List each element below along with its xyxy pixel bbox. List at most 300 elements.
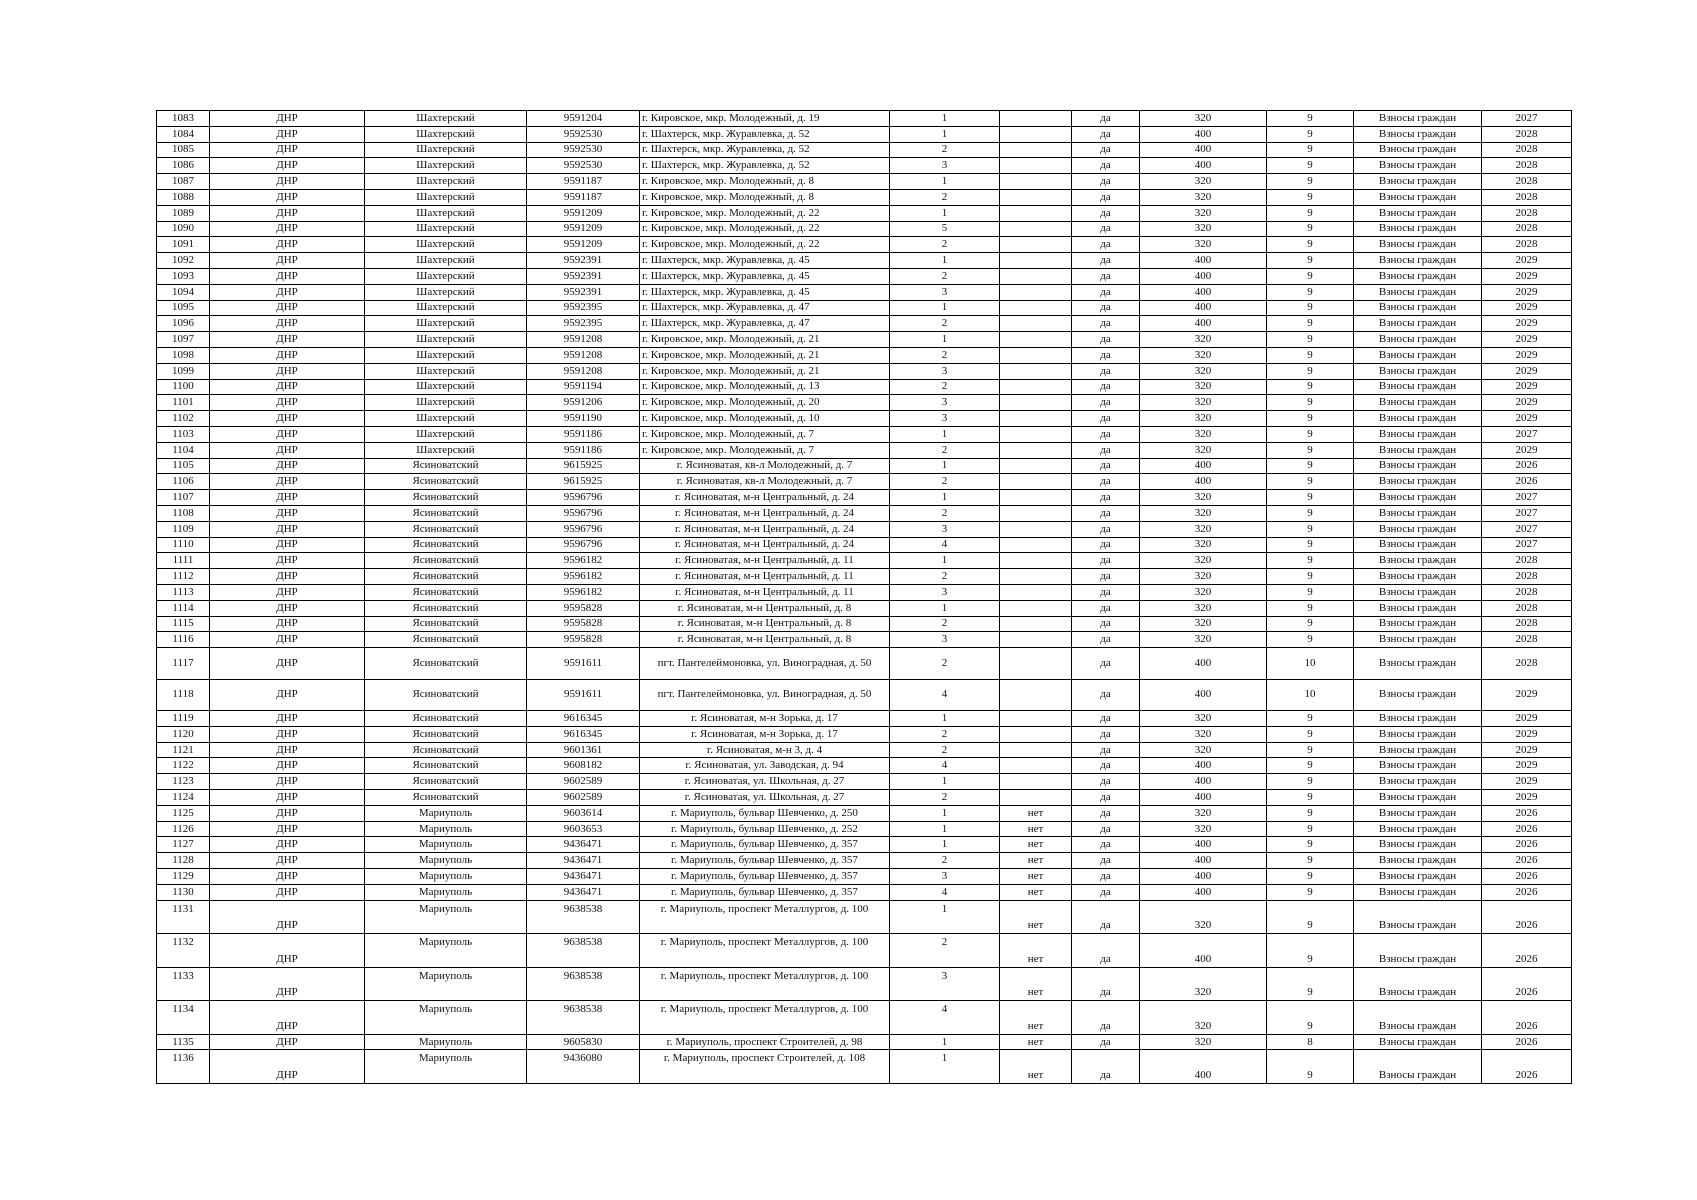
- status-cell: да: [1072, 774, 1140, 790]
- status-cell: да: [1072, 363, 1140, 379]
- address-cell: г. Кировское, мкр. Молодежный, д. 19: [640, 111, 890, 127]
- table-row: [157, 616, 1572, 632]
- building-code-cell: 9603653: [527, 821, 640, 837]
- address-cell: г. Кировское, мкр. Молодежный, д. 22: [640, 221, 890, 237]
- record-number: 1129: [157, 869, 210, 885]
- flag-cell: [1000, 284, 1072, 300]
- table-row: [157, 934, 1572, 968]
- building-code-cell: 9436080: [527, 1050, 640, 1084]
- floors-cell: 9: [1267, 347, 1354, 363]
- table-row: [157, 821, 1572, 837]
- building-code-cell: 9638538: [527, 934, 640, 968]
- region-cell: ДНР: [210, 774, 365, 790]
- year-cell: 2026: [1482, 869, 1572, 885]
- year-cell: 2026: [1482, 1050, 1572, 1084]
- record-number: 1123: [157, 774, 210, 790]
- district-cell: Шахтерский: [365, 363, 527, 379]
- district-cell: Шахтерский: [365, 284, 527, 300]
- status-cell: да: [1072, 869, 1140, 885]
- year-cell: 2028: [1482, 584, 1572, 600]
- flag-cell: [1000, 347, 1072, 363]
- flag-cell: [1000, 600, 1072, 616]
- entrance-cell: 2: [890, 648, 1000, 680]
- table-row: [157, 569, 1572, 585]
- floors-cell: 9: [1267, 142, 1354, 158]
- building-code-cell: 9601361: [527, 742, 640, 758]
- floors-cell: 9: [1267, 600, 1354, 616]
- year-cell: 2028: [1482, 189, 1572, 205]
- record-number: 1089: [157, 205, 210, 221]
- amount-cell: 400: [1140, 758, 1267, 774]
- region-cell: ДНР: [210, 711, 365, 727]
- entrance-cell: 1: [890, 711, 1000, 727]
- status-cell: да: [1072, 284, 1140, 300]
- amount-cell: 400: [1140, 790, 1267, 806]
- entrance-cell: 2: [890, 142, 1000, 158]
- floors-cell: 9: [1267, 158, 1354, 174]
- address-cell: г. Шахтерск, мкр. Журавлевка, д. 45: [640, 253, 890, 269]
- year-cell: 2026: [1482, 837, 1572, 853]
- entrance-cell: 2: [890, 316, 1000, 332]
- record-number: 1133: [157, 967, 210, 1001]
- address-cell: г. Мариуполь, проспект Строителей, д. 108: [640, 1050, 890, 1084]
- status-cell: да: [1072, 884, 1140, 900]
- region-cell: ДНР: [210, 521, 365, 537]
- year-cell: 2027: [1482, 537, 1572, 553]
- building-code-cell: 9436471: [527, 869, 640, 885]
- floors-cell: 9: [1267, 553, 1354, 569]
- funding-source-cell: Взносы граждан: [1354, 1001, 1482, 1035]
- entrance-cell: 4: [890, 537, 1000, 553]
- flag-cell: [1000, 742, 1072, 758]
- district-cell: Ясиноватский: [365, 726, 527, 742]
- entrance-cell: 1: [890, 1050, 1000, 1084]
- status-cell: да: [1072, 600, 1140, 616]
- table-row: [157, 474, 1572, 490]
- record-number: 1093: [157, 268, 210, 284]
- status-cell: да: [1072, 805, 1140, 821]
- floors-cell: 9: [1267, 584, 1354, 600]
- record-number: 1105: [157, 458, 210, 474]
- flag-cell: нет: [1000, 837, 1072, 853]
- table-row: [157, 458, 1572, 474]
- table-row: [157, 253, 1572, 269]
- amount-cell: 320: [1140, 584, 1267, 600]
- amount-cell: 320: [1140, 174, 1267, 190]
- record-number: 1098: [157, 347, 210, 363]
- record-number: 1119: [157, 711, 210, 727]
- status-cell: да: [1072, 189, 1140, 205]
- year-cell: 2029: [1482, 395, 1572, 411]
- amount-cell: 320: [1140, 967, 1267, 1001]
- district-cell: Мариуполь: [365, 869, 527, 885]
- record-number: 1084: [157, 126, 210, 142]
- address-cell: г. Кировское, мкр. Молодежный, д. 22: [640, 237, 890, 253]
- year-cell: 2029: [1482, 284, 1572, 300]
- record-number: 1107: [157, 490, 210, 506]
- flag-cell: [1000, 537, 1072, 553]
- entrance-cell: 1: [890, 821, 1000, 837]
- address-cell: г. Кировское, мкр. Молодежный, д. 21: [640, 347, 890, 363]
- region-cell: ДНР: [210, 111, 365, 127]
- address-cell: г. Ясиноватая, м-н Центральный, д. 8: [640, 600, 890, 616]
- amount-cell: 320: [1140, 1001, 1267, 1035]
- building-code-cell: 9592391: [527, 284, 640, 300]
- amount-cell: 400: [1140, 774, 1267, 790]
- region-cell: ДНР: [210, 158, 365, 174]
- flag-cell: [1000, 253, 1072, 269]
- floors-cell: 9: [1267, 632, 1354, 648]
- funding-source-cell: Взносы граждан: [1354, 967, 1482, 1001]
- flag-cell: нет: [1000, 934, 1072, 968]
- flag-cell: [1000, 205, 1072, 221]
- record-number: 1120: [157, 726, 210, 742]
- floors-cell: 9: [1267, 332, 1354, 348]
- floors-cell: 9: [1267, 474, 1354, 490]
- status-cell: да: [1072, 521, 1140, 537]
- district-cell: Мариуполь: [365, 934, 527, 968]
- entrance-cell: 3: [890, 284, 1000, 300]
- district-cell: Мариуполь: [365, 1050, 527, 1084]
- region-cell: ДНР: [210, 347, 365, 363]
- status-cell: да: [1072, 758, 1140, 774]
- status-cell: да: [1072, 379, 1140, 395]
- year-cell: 2029: [1482, 742, 1572, 758]
- record-number: 1087: [157, 174, 210, 190]
- amount-cell: 400: [1140, 284, 1267, 300]
- funding-source-cell: Взносы граждан: [1354, 426, 1482, 442]
- address-cell: г. Ясиноватая, м-н Центральный, д. 8: [640, 632, 890, 648]
- flag-cell: [1000, 726, 1072, 742]
- year-cell: 2026: [1482, 934, 1572, 968]
- funding-source-cell: Взносы граждан: [1354, 742, 1482, 758]
- amount-cell: 320: [1140, 205, 1267, 221]
- flag-cell: [1000, 174, 1072, 190]
- table-row: [157, 505, 1572, 521]
- table-row: [157, 316, 1572, 332]
- building-code-cell: 9615925: [527, 458, 640, 474]
- floors-cell: 9: [1267, 884, 1354, 900]
- funding-source-cell: Взносы граждан: [1354, 553, 1482, 569]
- floors-cell: 9: [1267, 537, 1354, 553]
- funding-source-cell: Взносы граждан: [1354, 205, 1482, 221]
- record-number: 1114: [157, 600, 210, 616]
- district-cell: Шахтерский: [365, 426, 527, 442]
- entrance-cell: 2: [890, 790, 1000, 806]
- amount-cell: 320: [1140, 711, 1267, 727]
- year-cell: 2029: [1482, 268, 1572, 284]
- floors-cell: 9: [1267, 967, 1354, 1001]
- building-code-cell: 9592391: [527, 268, 640, 284]
- record-number: 1103: [157, 426, 210, 442]
- building-code-cell: 9591186: [527, 426, 640, 442]
- building-code-cell: 9591208: [527, 363, 640, 379]
- building-code-cell: 9596182: [527, 553, 640, 569]
- year-cell: 2028: [1482, 221, 1572, 237]
- entrance-cell: 1: [890, 426, 1000, 442]
- district-cell: Ясиноватский: [365, 521, 527, 537]
- amount-cell: 400: [1140, 142, 1267, 158]
- region-cell: ДНР: [210, 900, 365, 934]
- district-cell: Мариуполь: [365, 1034, 527, 1050]
- address-cell: г. Кировское, мкр. Молодежный, д. 8: [640, 174, 890, 190]
- entrance-cell: 3: [890, 395, 1000, 411]
- floors-cell: 9: [1267, 458, 1354, 474]
- entrance-cell: 4: [890, 1001, 1000, 1035]
- address-cell: г. Шахтерск, мкр. Журавлевка, д. 47: [640, 300, 890, 316]
- address-cell: г. Кировское, мкр. Молодежный, д. 21: [640, 332, 890, 348]
- building-code-cell: 9596796: [527, 490, 640, 506]
- funding-source-cell: Взносы граждан: [1354, 363, 1482, 379]
- building-code-cell: 9591194: [527, 379, 640, 395]
- status-cell: да: [1072, 726, 1140, 742]
- region-cell: ДНР: [210, 505, 365, 521]
- funding-source-cell: Взносы граждан: [1354, 1034, 1482, 1050]
- floors-cell: 9: [1267, 790, 1354, 806]
- address-cell: г. Шахтерск, мкр. Журавлевка, д. 47: [640, 316, 890, 332]
- region-cell: ДНР: [210, 1001, 365, 1035]
- floors-cell: 9: [1267, 300, 1354, 316]
- amount-cell: 320: [1140, 189, 1267, 205]
- table-row: [157, 1001, 1572, 1035]
- region-cell: ДНР: [210, 632, 365, 648]
- floors-cell: 9: [1267, 379, 1354, 395]
- flag-cell: нет: [1000, 869, 1072, 885]
- amount-cell: 320: [1140, 600, 1267, 616]
- flag-cell: [1000, 616, 1072, 632]
- district-cell: Ясиноватский: [365, 790, 527, 806]
- building-code-cell: 9436471: [527, 837, 640, 853]
- entrance-cell: 3: [890, 869, 1000, 885]
- funding-source-cell: Взносы граждан: [1354, 316, 1482, 332]
- floors-cell: 9: [1267, 316, 1354, 332]
- district-cell: Ясиноватский: [365, 584, 527, 600]
- record-number: 1097: [157, 332, 210, 348]
- flag-cell: [1000, 221, 1072, 237]
- status-cell: да: [1072, 584, 1140, 600]
- table-row: [157, 553, 1572, 569]
- region-cell: ДНР: [210, 853, 365, 869]
- region-cell: ДНР: [210, 805, 365, 821]
- floors-cell: 9: [1267, 111, 1354, 127]
- year-cell: 2028: [1482, 142, 1572, 158]
- status-cell: да: [1072, 411, 1140, 427]
- region-cell: ДНР: [210, 600, 365, 616]
- status-cell: да: [1072, 1050, 1140, 1084]
- floors-cell: 9: [1267, 174, 1354, 190]
- district-cell: Шахтерский: [365, 111, 527, 127]
- district-cell: Ясиноватский: [365, 537, 527, 553]
- year-cell: 2026: [1482, 821, 1572, 837]
- flag-cell: [1000, 679, 1072, 711]
- address-cell: г. Мариуполь, проспект Строителей, д. 98: [640, 1034, 890, 1050]
- table-row: [157, 600, 1572, 616]
- entrance-cell: 5: [890, 221, 1000, 237]
- address-cell: г. Ясиноватая, м-н Центральный, д. 24: [640, 490, 890, 506]
- district-cell: Ясиноватский: [365, 632, 527, 648]
- building-code-cell: 9608182: [527, 758, 640, 774]
- amount-cell: 320: [1140, 805, 1267, 821]
- building-code-cell: 9602589: [527, 774, 640, 790]
- amount-cell: 320: [1140, 379, 1267, 395]
- record-number: 1094: [157, 284, 210, 300]
- entrance-cell: 3: [890, 521, 1000, 537]
- funding-source-cell: Взносы граждан: [1354, 474, 1482, 490]
- year-cell: 2029: [1482, 711, 1572, 727]
- region-cell: ДНР: [210, 126, 365, 142]
- amount-cell: 320: [1140, 821, 1267, 837]
- status-cell: да: [1072, 268, 1140, 284]
- table-row: [157, 537, 1572, 553]
- floors-cell: 9: [1267, 805, 1354, 821]
- flag-cell: [1000, 379, 1072, 395]
- address-cell: пгт. Пантелеймоновка, ул. Виноградная, д. 50: [640, 679, 890, 711]
- status-cell: да: [1072, 553, 1140, 569]
- year-cell: 2028: [1482, 553, 1572, 569]
- region-cell: ДНР: [210, 284, 365, 300]
- amount-cell: 400: [1140, 934, 1267, 968]
- year-cell: 2029: [1482, 774, 1572, 790]
- floors-cell: 9: [1267, 237, 1354, 253]
- district-cell: Шахтерский: [365, 174, 527, 190]
- district-cell: Мариуполь: [365, 805, 527, 821]
- district-cell: Шахтерский: [365, 221, 527, 237]
- building-code-cell: 9591209: [527, 205, 640, 221]
- entrance-cell: 1: [890, 253, 1000, 269]
- funding-source-cell: Взносы граждан: [1354, 790, 1482, 806]
- region-cell: ДНР: [210, 221, 365, 237]
- address-cell: пгт. Пантелеймоновка, ул. Виноградная, д. 50: [640, 648, 890, 680]
- table-row: [157, 967, 1572, 1001]
- status-cell: да: [1072, 474, 1140, 490]
- record-number: 1135: [157, 1034, 210, 1050]
- record-number: 1134: [157, 1001, 210, 1035]
- table-row: [157, 284, 1572, 300]
- floors-cell: 9: [1267, 221, 1354, 237]
- record-number: 1112: [157, 569, 210, 585]
- district-cell: Ясиноватский: [365, 490, 527, 506]
- funding-source-cell: Взносы граждан: [1354, 837, 1482, 853]
- address-cell: г. Ясиноватая, ул. Заводская, д. 94: [640, 758, 890, 774]
- address-cell: г. Мариуполь, бульвар Шевченко, д. 357: [640, 884, 890, 900]
- funding-source-cell: Взносы граждан: [1354, 884, 1482, 900]
- entrance-cell: 2: [890, 379, 1000, 395]
- record-number: 1086: [157, 158, 210, 174]
- address-cell: г. Кировское, мкр. Молодежный, д. 22: [640, 205, 890, 221]
- district-cell: Шахтерский: [365, 253, 527, 269]
- funding-source-cell: Взносы граждан: [1354, 237, 1482, 253]
- record-number: 1122: [157, 758, 210, 774]
- status-cell: да: [1072, 442, 1140, 458]
- status-cell: да: [1072, 300, 1140, 316]
- district-cell: Шахтерский: [365, 205, 527, 221]
- flag-cell: нет: [1000, 1050, 1072, 1084]
- flag-cell: нет: [1000, 1001, 1072, 1035]
- floors-cell: 9: [1267, 900, 1354, 934]
- floors-cell: 8: [1267, 1034, 1354, 1050]
- building-code-cell: 9592395: [527, 316, 640, 332]
- region-cell: ДНР: [210, 553, 365, 569]
- amount-cell: 320: [1140, 521, 1267, 537]
- flag-cell: [1000, 111, 1072, 127]
- status-cell: да: [1072, 158, 1140, 174]
- table-row: [157, 711, 1572, 727]
- district-cell: Шахтерский: [365, 126, 527, 142]
- district-cell: Шахтерский: [365, 442, 527, 458]
- funding-source-cell: Взносы граждан: [1354, 758, 1482, 774]
- region-cell: ДНР: [210, 1050, 365, 1084]
- floors-cell: 9: [1267, 189, 1354, 205]
- flag-cell: [1000, 411, 1072, 427]
- record-number: 1100: [157, 379, 210, 395]
- entrance-cell: 1: [890, 1034, 1000, 1050]
- amount-cell: 320: [1140, 537, 1267, 553]
- amount-cell: 320: [1140, 426, 1267, 442]
- table-row: [157, 237, 1572, 253]
- year-cell: 2028: [1482, 126, 1572, 142]
- table-row: [157, 869, 1572, 885]
- floors-cell: 9: [1267, 821, 1354, 837]
- entrance-cell: 2: [890, 237, 1000, 253]
- building-code-cell: 9591208: [527, 332, 640, 348]
- year-cell: 2029: [1482, 442, 1572, 458]
- table-row: [157, 521, 1572, 537]
- flag-cell: нет: [1000, 900, 1072, 934]
- funding-source-cell: Взносы граждан: [1354, 774, 1482, 790]
- floors-cell: 9: [1267, 521, 1354, 537]
- flag-cell: нет: [1000, 967, 1072, 1001]
- table-row: [157, 395, 1572, 411]
- status-cell: да: [1072, 853, 1140, 869]
- floors-cell: 9: [1267, 869, 1354, 885]
- district-cell: Ясиноватский: [365, 569, 527, 585]
- status-cell: да: [1072, 426, 1140, 442]
- flag-cell: [1000, 189, 1072, 205]
- record-number: 1085: [157, 142, 210, 158]
- year-cell: 2028: [1482, 616, 1572, 632]
- funding-source-cell: Взносы граждан: [1354, 726, 1482, 742]
- amount-cell: 320: [1140, 569, 1267, 585]
- floors-cell: 9: [1267, 363, 1354, 379]
- entrance-cell: 1: [890, 111, 1000, 127]
- entrance-cell: 4: [890, 758, 1000, 774]
- flag-cell: [1000, 126, 1072, 142]
- district-cell: Ясиноватский: [365, 774, 527, 790]
- region-cell: ДНР: [210, 174, 365, 190]
- table-row: [157, 268, 1572, 284]
- amount-cell: 320: [1140, 553, 1267, 569]
- address-cell: г. Кировское, мкр. Молодежный, д. 7: [640, 426, 890, 442]
- entrance-cell: 2: [890, 616, 1000, 632]
- year-cell: 2027: [1482, 521, 1572, 537]
- entrance-cell: 3: [890, 158, 1000, 174]
- amount-cell: 400: [1140, 300, 1267, 316]
- amount-cell: 320: [1140, 332, 1267, 348]
- year-cell: 2028: [1482, 632, 1572, 648]
- flag-cell: [1000, 758, 1072, 774]
- funding-source-cell: Взносы граждан: [1354, 934, 1482, 968]
- region-cell: ДНР: [210, 474, 365, 490]
- table-row: [157, 126, 1572, 142]
- status-cell: да: [1072, 347, 1140, 363]
- table-row: [157, 411, 1572, 427]
- building-code-cell: 9591186: [527, 442, 640, 458]
- building-code-cell: 9605830: [527, 1034, 640, 1050]
- funding-source-cell: Взносы граждан: [1354, 442, 1482, 458]
- region-cell: ДНР: [210, 616, 365, 632]
- status-cell: да: [1072, 221, 1140, 237]
- entrance-cell: 2: [890, 347, 1000, 363]
